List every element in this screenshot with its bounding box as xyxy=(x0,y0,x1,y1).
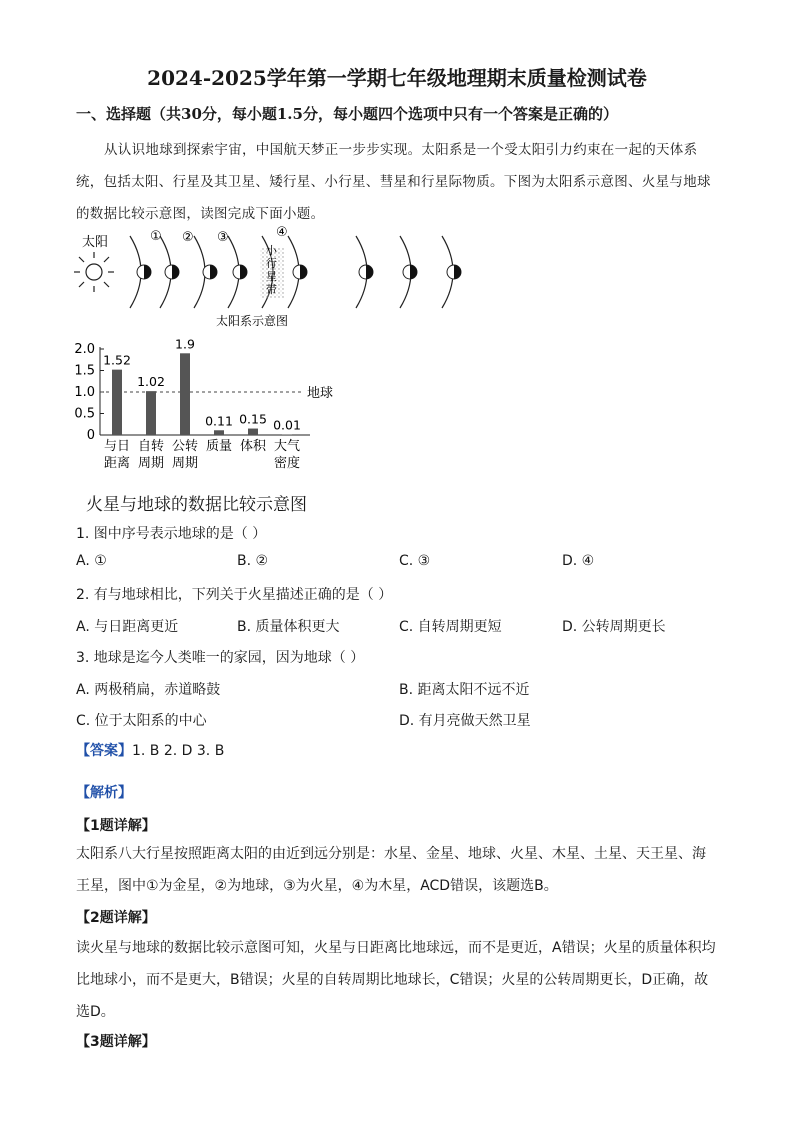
planet-icon xyxy=(403,265,417,279)
question-3-option-d[interactable]: D. 有月亮做天然卫星 xyxy=(399,713,531,729)
marker-3: ③ xyxy=(217,230,229,245)
x-category-label: 密度 xyxy=(273,456,301,471)
x-category-label: 距离 xyxy=(103,456,131,471)
marker-1: ① xyxy=(150,229,162,244)
section-heading: 一、选择题（共30分，每小题1.5分，每小题四个选项中只有一个答案是正确的） xyxy=(76,105,618,123)
question-1-stem: 1. 图中序号表示地球的是（ ） xyxy=(76,526,267,542)
y-tick-label: 2.0 xyxy=(74,342,95,357)
answer-label: 【答案】 xyxy=(76,743,132,759)
question-3-option-b[interactable]: B. 距离太阳不远不近 xyxy=(399,682,530,698)
detail-1-label: 【1题详解】 xyxy=(76,818,156,834)
x-category-label: 大气 xyxy=(273,439,301,454)
bar-5 xyxy=(248,429,258,435)
planet-icon xyxy=(233,265,247,279)
question-3-option-a[interactable]: A. 两极稍扁，赤道略鼓 xyxy=(76,682,221,698)
x-category-label: 公转 xyxy=(171,439,199,454)
x-category-label: 自转 xyxy=(137,439,165,454)
planet-icon xyxy=(137,265,151,279)
mars-earth-bar-chart xyxy=(70,338,360,476)
detail-2-text: 读火星与地球的数据比较示意图可知，火星与日距离比地球远，而不是更近，A错误；火星的质量体积均比地球小，而不是更大，B错误；火星的自转周期比地球长，C错误；火星的公转周期更长，D正确，故选D。 xyxy=(76,940,716,1020)
question-1-option-a[interactable]: A. ① xyxy=(76,553,107,569)
bar-4 xyxy=(214,430,224,435)
marker-2: ② xyxy=(182,230,194,245)
bar-1 xyxy=(112,370,122,435)
question-3-option-c[interactable]: C. 位于太阳系的中心 xyxy=(76,713,207,729)
y-tick-label: 0 xyxy=(86,428,95,443)
question-2-option-b[interactable]: B. 质量体积更大 xyxy=(237,619,340,635)
planet-icon xyxy=(165,265,179,279)
solar-system-diagram xyxy=(70,224,490,334)
question-2-option-d[interactable]: D. 公转周期更长 xyxy=(562,619,666,635)
planet-icon xyxy=(447,265,461,279)
bar-value-label: 0.15 xyxy=(239,411,267,427)
question-2-option-a[interactable]: A. 与日距离更近 xyxy=(76,619,179,635)
marker-4: ④ xyxy=(276,225,288,240)
question-1-option-c[interactable]: C. ③ xyxy=(399,553,431,569)
belt-label-1: 小 xyxy=(266,244,277,257)
bar-value-label: 0.01 xyxy=(273,417,301,433)
question-1-option-d[interactable]: D. ④ xyxy=(562,553,595,569)
x-category-label: 质量 xyxy=(205,439,233,454)
bar-2 xyxy=(146,391,156,435)
bar-value-label: 1.52 xyxy=(103,352,131,368)
detail-3-label: 【3题详解】 xyxy=(76,1034,156,1050)
chart-title: 火星与地球的数据比较示意图 xyxy=(86,495,307,515)
question-2-stem: 2. 有与地球相比，下列关于火星描述正确的是（ ） xyxy=(76,587,393,603)
bar-value-label: 0.11 xyxy=(205,413,233,429)
belt-label-3: 星 xyxy=(266,270,277,283)
planet-icons xyxy=(137,265,461,279)
y-tick-label: 1.0 xyxy=(74,385,95,400)
diagram-caption: 太阳系示意图 xyxy=(216,314,289,328)
bar-3 xyxy=(180,353,190,435)
y-tick-label: 0.5 xyxy=(74,406,95,422)
answer-line xyxy=(76,740,224,760)
question-1-option-b[interactable]: B. ② xyxy=(237,553,269,569)
belt-label-4: 带 xyxy=(266,283,277,296)
x-category-label: 与日 xyxy=(103,439,131,454)
bar-value-label: 1.9 xyxy=(175,338,195,352)
sun-icon xyxy=(74,252,114,292)
page-title: 2024-2025学年第一学期七年级地理期末质量检测试卷 xyxy=(147,66,647,90)
detail-1-text: 太阳系八大行星按照距离太阳的由近到远分别是：水星、金星、地球、火星、木星、土星、天王星、海王星，图中①为金星，②为地球，③为火星，④为木星，ACD错误，该题选B。 xyxy=(76,846,706,894)
question-3-stem: 3. 地球是迄今人类唯一的家园，因为地球（ ） xyxy=(76,650,365,666)
intro-paragraph: 从认识地球到探索宇宙，中国航天梦正一步步实现。太阳系是一个受太阳引力约束在一起的天体系统，包括太阳、行星及其卫星、矮行星、小行星、彗星和行星际物质。下图为太阳系示意图、火星与地球的数据比较示意图，读图完成下面小题。 xyxy=(76,142,711,222)
question-2-option-c[interactable]: C. 自转周期更短 xyxy=(399,619,502,635)
planet-icon xyxy=(203,265,217,279)
bar-value-label: 1.02 xyxy=(137,374,165,390)
analysis-label: 【解析】 xyxy=(76,785,132,801)
answer-text: 1. B 2. D 3. B xyxy=(132,743,225,759)
planet-icon xyxy=(293,265,307,279)
x-category-label: 体积 xyxy=(239,439,267,454)
planet-icon xyxy=(359,265,373,279)
x-category-label: 周期 xyxy=(171,456,199,471)
belt-label-2: 行 xyxy=(266,257,277,270)
detail-2-label: 【2题详解】 xyxy=(76,910,156,926)
x-category-label: 周期 xyxy=(137,456,165,471)
reference-label: 地球 xyxy=(307,386,334,401)
sun-label: 太阳 xyxy=(82,235,109,250)
y-tick-label: 1.5 xyxy=(74,363,95,379)
